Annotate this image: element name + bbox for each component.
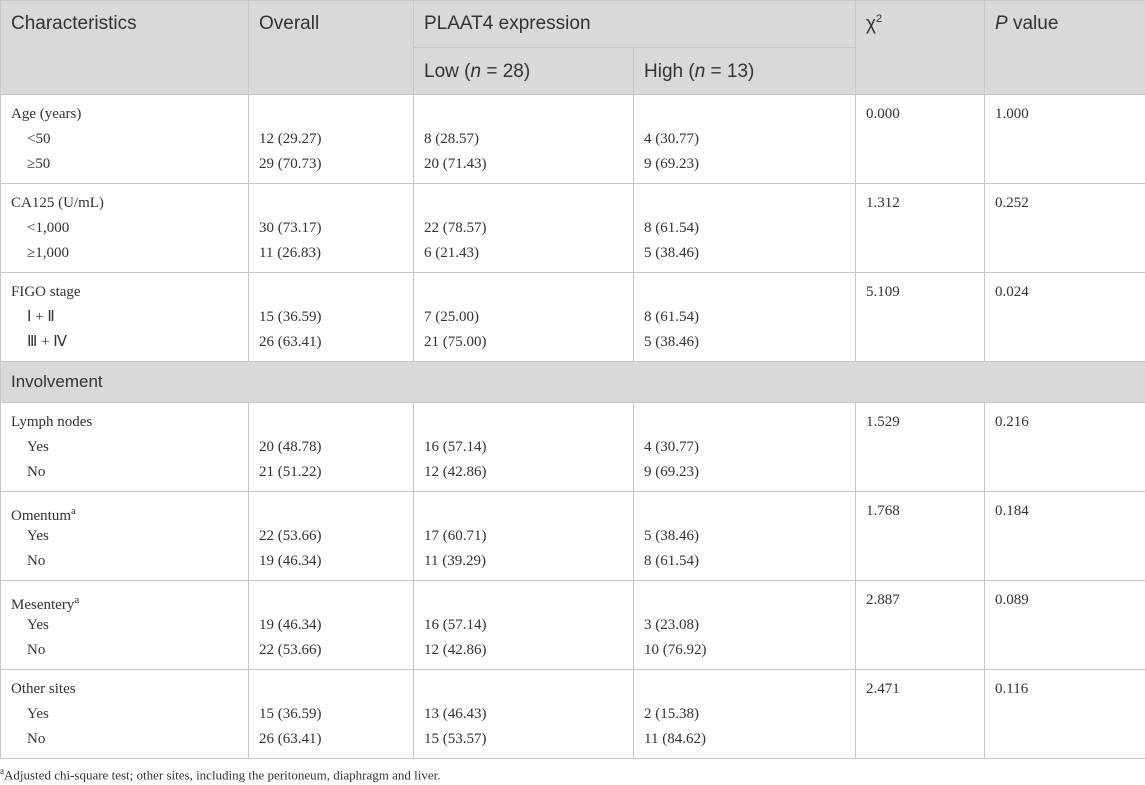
overall-value: 19 (46.34) xyxy=(259,553,322,569)
cell-low xyxy=(414,273,634,362)
high-value: 5 (38.46) xyxy=(644,334,699,350)
subgroup-label: ≥50 xyxy=(27,156,51,172)
cell-characteristic xyxy=(1,403,249,492)
high-value: 4 (30.77) xyxy=(644,439,699,455)
header-characteristics: Characteristics xyxy=(1,1,249,95)
p-value: 0.216 xyxy=(995,414,1029,430)
high-value: 4 (30.77) xyxy=(644,131,699,147)
chi-square-value: 2.471 xyxy=(866,681,900,697)
header-plaat4-expression: PLAAT4 expression xyxy=(414,1,856,48)
cell-chi-square xyxy=(856,184,985,273)
subgroup-label: Yes xyxy=(27,706,49,722)
cell-low xyxy=(414,581,634,670)
subgroup-label: Ⅰ + Ⅱ xyxy=(27,309,55,325)
header-chi-square: $\chi^2$ xyxy=(856,1,985,95)
cell-chi-square xyxy=(856,403,985,492)
cell-overall xyxy=(249,403,414,492)
cell-overall xyxy=(249,95,414,184)
low-value: 16 (57.14) xyxy=(424,617,487,633)
cell-p-value xyxy=(985,581,1145,670)
p-value: 1.000 xyxy=(995,106,1029,122)
overall-value: 15 (36.59) xyxy=(259,309,322,325)
cell-chi-square xyxy=(856,581,985,670)
cell-overall xyxy=(249,492,414,581)
overall-value: 26 (63.41) xyxy=(259,334,322,350)
cell-characteristic xyxy=(1,273,249,362)
cell-p-value xyxy=(985,95,1145,184)
group-label: CA125 (U/mL) xyxy=(11,195,104,211)
cell-chi-square xyxy=(856,95,985,184)
overall-value: 20 (48.78) xyxy=(259,439,322,455)
cell-low xyxy=(414,492,634,581)
section-row-involvement xyxy=(1,362,1145,403)
footnote-mark: a xyxy=(74,594,80,606)
low-value: 8 (28.57) xyxy=(424,131,479,147)
cell-p-value xyxy=(985,670,1145,759)
subgroup-label: No xyxy=(27,464,46,480)
overall-value: 29 (70.73) xyxy=(259,156,322,172)
subgroup-label: Ⅲ + Ⅳ xyxy=(27,334,68,350)
subgroup-label: No xyxy=(27,642,46,658)
header-overall: Overall xyxy=(249,1,414,95)
overall-value: 21 (51.22) xyxy=(259,464,322,480)
p-value: 0.089 xyxy=(995,592,1029,608)
cell-characteristic xyxy=(1,184,249,273)
header-high: High (n = 13) xyxy=(634,48,856,95)
section-label: Involvement xyxy=(1,362,1145,403)
table-row xyxy=(1,403,1145,492)
overall-value: 12 (29.27) xyxy=(259,131,322,147)
cell-p-value xyxy=(985,403,1145,492)
table-row xyxy=(1,273,1145,362)
overall-value: 15 (36.59) xyxy=(259,706,322,722)
low-value: 13 (46.43) xyxy=(424,706,487,722)
cell-overall xyxy=(249,184,414,273)
group-label: Omentum xyxy=(11,508,71,524)
cell-p-value xyxy=(985,492,1145,581)
table-row xyxy=(1,581,1145,670)
chi-square-value: 1.529 xyxy=(866,414,900,430)
chi-square-value: 1.312 xyxy=(866,195,900,211)
group-label: Lymph nodes xyxy=(11,414,93,430)
cell-characteristic xyxy=(1,492,249,581)
cell-high xyxy=(634,95,856,184)
cell-low xyxy=(414,403,634,492)
chi-square-value: 0.000 xyxy=(866,106,900,122)
low-value: 16 (57.14) xyxy=(424,439,487,455)
overall-value: 22 (53.66) xyxy=(259,528,322,544)
p-value: 0.252 xyxy=(995,195,1029,211)
table-row xyxy=(1,670,1145,759)
cell-overall xyxy=(249,581,414,670)
cell-chi-square xyxy=(856,492,985,581)
p-value: 0.024 xyxy=(995,284,1029,300)
low-value: 7 (25.00) xyxy=(424,309,479,325)
high-value: 2 (15.38) xyxy=(644,706,699,722)
cell-low xyxy=(414,95,634,184)
high-value: 9 (69.23) xyxy=(644,464,699,480)
subgroup-label: <1,000 xyxy=(27,220,70,236)
group-label: FIGO stage xyxy=(11,284,81,300)
cell-chi-square xyxy=(856,670,985,759)
group-label: Age (years) xyxy=(11,106,82,122)
low-value: 21 (75.00) xyxy=(424,334,487,350)
chi-square-value: 2.887 xyxy=(866,592,900,608)
subgroup-label: No xyxy=(27,553,46,569)
high-value: 8 (61.54) xyxy=(644,553,699,569)
subgroup-label: <50 xyxy=(27,131,51,147)
low-value: 6 (21.43) xyxy=(424,245,479,261)
subgroup-label: ≥1,000 xyxy=(27,245,69,261)
cell-high xyxy=(634,403,856,492)
high-value: 9 (69.23) xyxy=(644,156,699,172)
cell-p-value xyxy=(985,184,1145,273)
table-row xyxy=(1,184,1145,273)
high-value: 11 (84.62) xyxy=(644,731,706,747)
high-value: 5 (38.46) xyxy=(644,528,699,544)
subgroup-label: Yes xyxy=(27,528,49,544)
low-value: 12 (42.86) xyxy=(424,642,487,658)
group-label: Other sites xyxy=(11,681,76,697)
cell-high xyxy=(634,184,856,273)
low-value: 20 (71.43) xyxy=(424,156,487,172)
overall-value: 11 (26.83) xyxy=(259,245,321,261)
footnote-mark: a xyxy=(71,505,76,517)
header-p-value: P value xyxy=(985,1,1145,95)
low-value: 11 (39.29) xyxy=(424,553,486,569)
low-value: 17 (60.71) xyxy=(424,528,487,544)
high-value: 8 (61.54) xyxy=(644,309,699,325)
table-row xyxy=(1,492,1145,581)
cell-overall xyxy=(249,273,414,362)
low-value: 12 (42.86) xyxy=(424,464,487,480)
cell-high xyxy=(634,670,856,759)
overall-value: 22 (53.66) xyxy=(259,642,322,658)
cell-low xyxy=(414,184,634,273)
group-label: Mesentery xyxy=(11,597,75,613)
high-value: 5 (38.46) xyxy=(644,245,699,261)
cell-low xyxy=(414,670,634,759)
overall-value: 30 (73.17) xyxy=(259,220,322,236)
subgroup-label: Yes xyxy=(27,617,49,633)
table-footnote: $^a$Adjusted chi-square test; other sites, including the peritoneum, diaphragm and liver. xyxy=(0,766,441,783)
high-value: 8 (61.54) xyxy=(644,220,699,236)
cell-characteristic xyxy=(1,670,249,759)
high-value: 10 (76.92) xyxy=(644,642,707,658)
p-value: 0.184 xyxy=(995,503,1029,519)
low-value: 22 (78.57) xyxy=(424,220,487,236)
cell-high xyxy=(634,492,856,581)
cell-characteristic xyxy=(1,581,249,670)
cell-chi-square xyxy=(856,273,985,362)
overall-value: 26 (63.41) xyxy=(259,731,322,747)
cell-high xyxy=(634,273,856,362)
table-row xyxy=(1,95,1145,184)
high-value: 3 (23.08) xyxy=(644,617,699,633)
cell-overall xyxy=(249,670,414,759)
chi-square-value: 5.109 xyxy=(866,284,900,300)
overall-value: 19 (46.34) xyxy=(259,617,322,633)
cell-characteristic xyxy=(1,95,249,184)
subgroup-label: No xyxy=(27,731,46,747)
cell-p-value xyxy=(985,273,1145,362)
low-value: 15 (53.57) xyxy=(424,731,487,747)
subgroup-label: Yes xyxy=(27,439,49,455)
cell-high xyxy=(634,581,856,670)
header-low: Low (n = 28) xyxy=(414,48,634,95)
p-value: 0.116 xyxy=(995,681,1029,697)
chi-square-value: 1.768 xyxy=(866,503,900,519)
